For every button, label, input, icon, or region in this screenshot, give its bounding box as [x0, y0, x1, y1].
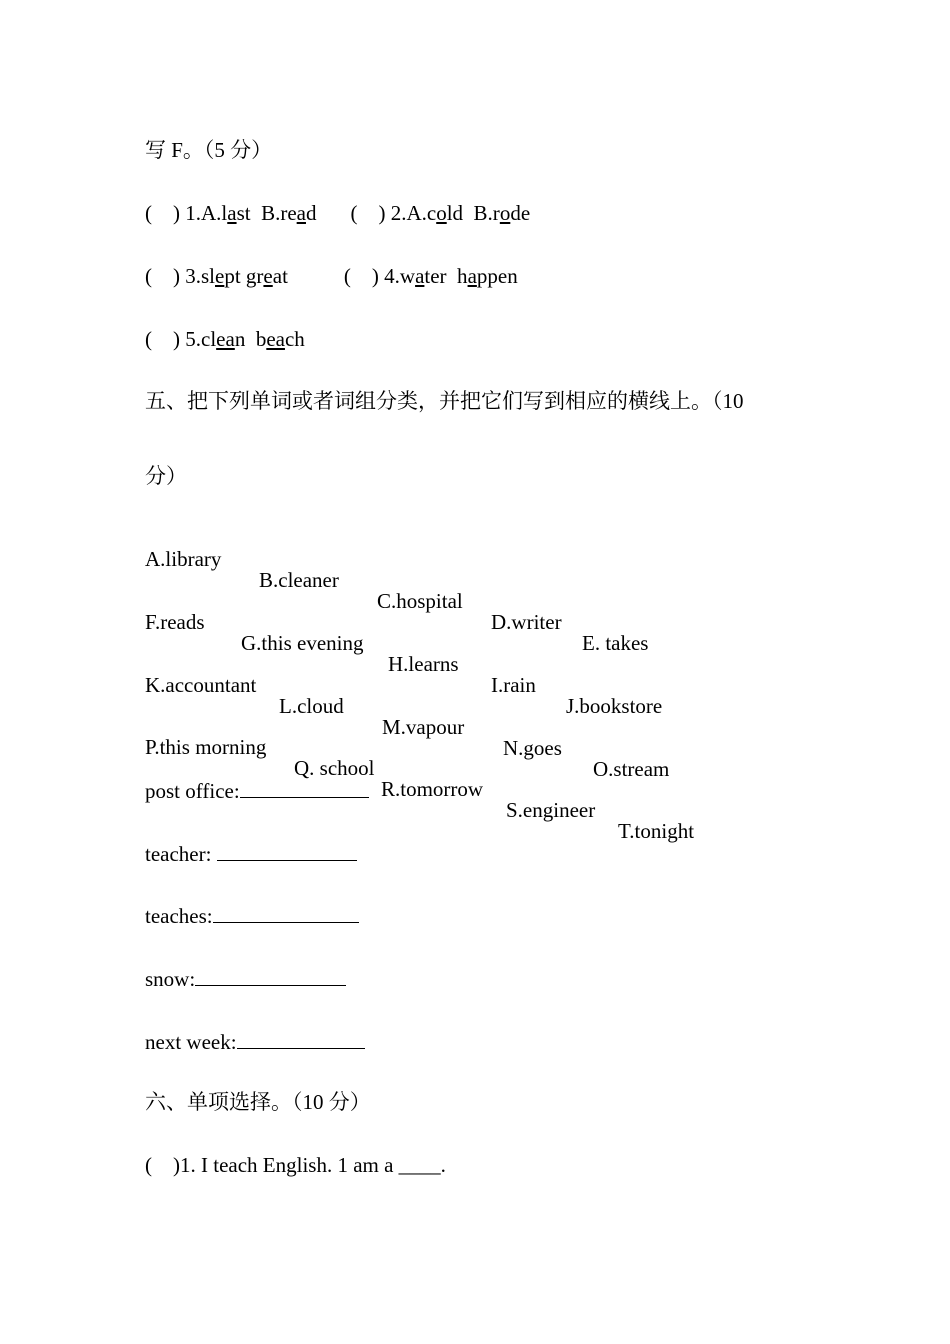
category-label: teaches: — [145, 904, 213, 928]
word-f: F.reads — [145, 610, 205, 634]
q3-item: ( ) 3.slept great — [145, 264, 288, 288]
q4-item: ( ) 4.water happen — [343, 264, 518, 288]
word-h: H.learns — [388, 652, 459, 676]
category-next-week — [145, 1030, 365, 1053]
question-1: ( )1. I teach English. 1 am a ____. — [145, 1153, 446, 1177]
q2-item: ( ) 2.A.cold B.rode — [350, 201, 531, 225]
q5-item: ( ) 5.clean beach — [145, 327, 305, 351]
section4-instruction-tail: 写 F。（5 分） — [145, 138, 273, 162]
q1-item: ( ) 1.A.last B.read — [145, 201, 317, 225]
phonics-row-3 — [145, 329, 305, 350]
word-o: O.stream — [593, 757, 670, 781]
word-g: G.this evening — [241, 631, 364, 655]
phonics-row-1 — [145, 203, 530, 224]
word-p: P.this morning — [145, 735, 267, 759]
answer-blank[interactable] — [237, 1030, 365, 1049]
section5-title-cont: 分） — [145, 464, 187, 488]
category-label: next week: — [145, 1030, 237, 1054]
word-j: J.bookstore — [566, 694, 663, 718]
word-i: I.rain — [491, 673, 536, 697]
answer-blank[interactable] — [195, 967, 346, 986]
word-s: S.engineer — [506, 798, 596, 822]
category-teacher — [145, 842, 357, 865]
category-teaches — [145, 904, 359, 927]
word-b: B.cleaner — [259, 568, 339, 592]
answer-blank[interactable] — [217, 842, 357, 861]
category-label: post office: — [145, 779, 240, 803]
section6-title: 六、单项选择。（10 分） — [145, 1090, 371, 1114]
word-e: E. takes — [582, 631, 649, 655]
category-snow — [145, 967, 346, 990]
answer-blank[interactable] — [240, 779, 369, 798]
word-q: Q. school — [294, 756, 375, 780]
word-k: K.accountant — [145, 673, 257, 697]
word-t: T.tonight — [618, 819, 695, 843]
category-label: teacher: — [145, 842, 217, 866]
section5-title: 五、把下列单词或者词组分类，并把它们写到相应的横线上。（10 — [145, 389, 744, 413]
phonics-row-2 — [145, 266, 518, 287]
word-d: D.writer — [491, 610, 562, 634]
category-post-office — [145, 779, 369, 802]
word-c: C.hospital — [377, 589, 463, 613]
category-label: snow: — [145, 967, 196, 991]
word-a: A.library — [145, 547, 222, 571]
word-m: M.vapour — [382, 715, 465, 739]
word-n: N.goes — [503, 736, 562, 760]
word-l: L.cloud — [279, 694, 344, 718]
answer-blank[interactable] — [213, 904, 359, 923]
word-r: R.tomorrow — [381, 777, 484, 801]
